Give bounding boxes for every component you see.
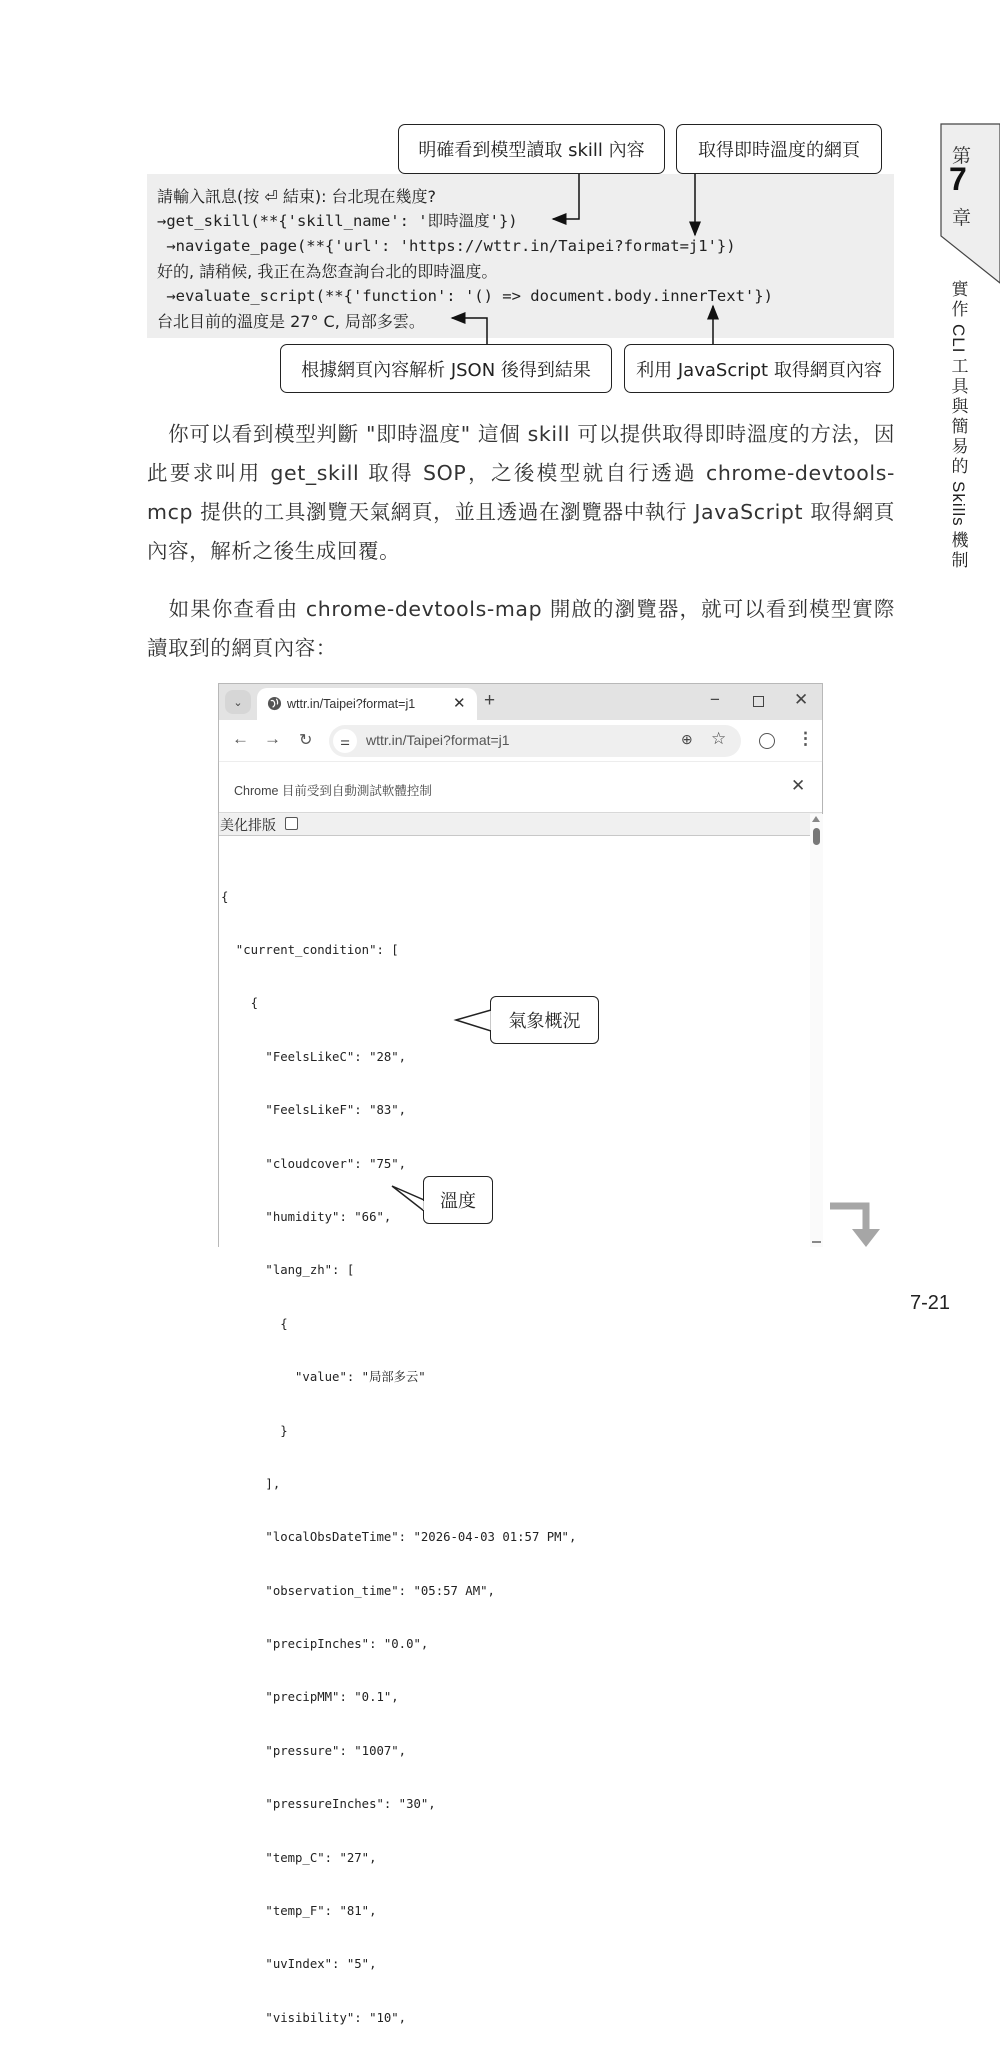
infobar-text: Chrome 目前受到自動測試軟體控制 <box>234 784 432 798</box>
browser-window <box>218 683 823 2025</box>
json-line: "uvIndex": "5", <box>221 1957 377 1972</box>
json-line: "cloudcover": "75", <box>221 1156 407 1171</box>
json-line: { <box>221 1316 288 1331</box>
address-bar[interactable] <box>329 725 741 757</box>
minimize-icon[interactable]: − <box>710 690 720 709</box>
chapter-prefix: 第 <box>952 145 972 167</box>
url-text[interactable]: wttr.in/Taipei?format=j1 <box>366 732 510 748</box>
close-tab-icon[interactable]: ✕ <box>453 695 466 712</box>
chapter-title-char: 與 <box>951 397 969 417</box>
body-paragraph: 如果你查看由 chrome-devtools-map 開啟的瀏覽器，就可以看到模型實際讀取到的網頁內容： <box>147 597 895 660</box>
reload-icon[interactable]: ↻ <box>299 732 313 749</box>
chapter-title-word: CLI <box>949 324 968 354</box>
json-line: "FeelsLikeC": "28", <box>221 1049 407 1064</box>
bookmark-star-icon[interactable]: ☆ <box>711 729 727 748</box>
scroll-thumb[interactable] <box>813 828 820 845</box>
json-line: { <box>221 889 229 904</box>
terminal-line: 台北目前的溫度是 27° C, 局部多雲。 <box>157 312 425 331</box>
terminal-line: →evaluate_script(**{'function': '() => document.body.innerText'}) <box>157 287 773 305</box>
json-line: { <box>221 996 259 1011</box>
chapter-title-char: 機 <box>951 531 969 551</box>
json-line: "pressureInches": "30", <box>221 1797 436 1812</box>
maximize-icon[interactable] <box>753 696 764 707</box>
terminal-line: 請輸入訊息(按 ⏎ 結束): 台北現在幾度? <box>157 187 437 206</box>
json-line: "precipMM": "0.1", <box>221 1690 399 1705</box>
zoom-icon[interactable]: ⊕ <box>681 731 693 747</box>
forward-icon[interactable]: → <box>264 729 281 748</box>
json-line: ], <box>221 1476 281 1491</box>
json-line: "pressure": "1007", <box>221 1743 407 1758</box>
chapter-tab <box>940 123 1000 283</box>
body-paragraph: 你可以看到模型判斷 "即時溫度" 這個 skill 可以提供取得即時溫度的方法，因此要求叫用 get_skill 取得 SOP，之後模型就自行透過 chrome-devtools-mcp 提供的工具瀏覽天氣網頁，並且透過在瀏覽器中執行 JavaScript 取得網頁內容，解析之後生成回覆。 <box>147 422 895 563</box>
chapter-title-char: 作 <box>951 300 969 319</box>
chapter-title <box>948 280 972 571</box>
chapter-title-char: 具 <box>951 377 969 397</box>
json-line: "precipInches": "0.0", <box>221 1637 429 1652</box>
json-line: "lang_zh": [ <box>221 1263 355 1278</box>
json-line: "value": "局部多云" <box>221 1370 426 1385</box>
continue-arrow-icon <box>828 1203 888 1251</box>
prettyprint-bar <box>219 814 810 836</box>
chevron-down-icon: ⌄ <box>233 696 243 709</box>
site-info-icon[interactable]: ⚌ <box>333 729 357 753</box>
json-line: "localObsDateTime": "2026-04-03 01:57 PM", <box>221 1530 577 1545</box>
callout-weather: 氣象概況 <box>490 996 599 1044</box>
chapter-title-char: 簡 <box>951 417 969 437</box>
automation-infobar <box>219 762 822 813</box>
json-line: "current_condition": [ <box>221 942 399 957</box>
callout-use-js: 利用 JavaScript 取得網頁內容 <box>624 344 894 393</box>
json-line: "observation_time": "05:57 AM", <box>221 1583 495 1598</box>
chapter-title-char: 易 <box>951 437 969 457</box>
scroll-down-icon[interactable] <box>812 1241 821 1243</box>
close-infobar-icon[interactable]: ✕ <box>791 776 806 795</box>
chapter-title-char: 工 <box>951 357 969 377</box>
json-line: "visibility": "10", <box>221 2010 407 2025</box>
json-line: "temp_C": "27", <box>221 1850 377 1865</box>
json-line: } <box>221 1423 288 1438</box>
chapter-title-char: 制 <box>951 551 969 571</box>
back-icon[interactable]: ← <box>232 729 249 748</box>
prettyprint-label: 美化排版 <box>220 818 276 834</box>
profile-icon[interactable] <box>759 733 775 749</box>
terminal-output <box>147 174 894 338</box>
scroll-up-arrow-icon[interactable] <box>812 816 820 822</box>
chapter-title-word: Skills <box>949 481 968 528</box>
json-line: "FeelsLikeF": "83", <box>221 1103 407 1118</box>
tab-title: wttr.in/Taipei?format=j1 <box>287 697 416 711</box>
close-window-icon[interactable]: ✕ <box>794 690 809 709</box>
tab-strip <box>219 684 822 720</box>
terminal-line: 好的, 請稍候, 我正在為您查詢台北的即時溫度。 <box>157 262 498 281</box>
callout-parse-json: 根據網頁內容解析 JSON 後得到結果 <box>280 344 612 393</box>
menu-icon[interactable]: ⋮ <box>797 729 814 748</box>
json-line: "temp_F": "81", <box>221 1904 377 1919</box>
chapter-title-char: 實 <box>951 280 969 299</box>
terminal-line: →navigate_page(**{'url': 'https://wttr.in/Taipei?format=j1'}) <box>157 237 736 255</box>
chapter-number: 7 <box>949 161 967 197</box>
tab-search-button[interactable] <box>225 690 251 714</box>
callout-get-page: 取得即時溫度的網頁 <box>676 124 882 174</box>
json-line: "humidity": "66", <box>221 1209 392 1224</box>
vertical-scrollbar[interactable] <box>810 814 823 1247</box>
chapter-title-char: 的 <box>951 457 969 477</box>
browser-tab[interactable] <box>257 688 477 720</box>
browser-toolbar <box>219 720 822 762</box>
callout-skill-read: 明確看到模型讀取 skill 內容 <box>398 124 665 174</box>
globe-icon <box>267 696 282 711</box>
page-number: 7-21 <box>910 1292 951 1314</box>
prettyprint-checkbox[interactable] <box>285 817 298 830</box>
new-tab-icon[interactable]: + <box>484 690 496 711</box>
terminal-line: →get_skill(**{'skill_name': '即時溫度'}) <box>157 212 518 230</box>
chapter-suffix: 章 <box>952 207 972 229</box>
callout-temperature: 溫度 <box>423 1176 493 1224</box>
